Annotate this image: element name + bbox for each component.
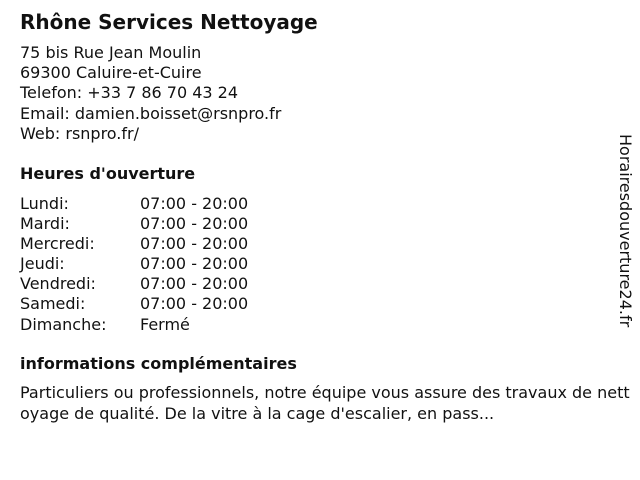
business-name: Rhône Services Nettoyage bbox=[20, 10, 318, 34]
hours-row-tuesday bbox=[20, 214, 248, 234]
day-label: Lundi: bbox=[20, 194, 69, 213]
hours-row-thursday bbox=[20, 254, 248, 274]
additional-info-text: Particuliers ou professionnels, notre équipe vous assure des travaux de nettoyage de qualité. De la vitre à la cage d'escalier, en pass... bbox=[20, 383, 630, 423]
day-label: Jeudi: bbox=[20, 254, 65, 274]
hours-row-sunday bbox=[20, 315, 248, 335]
day-label: Mardi: bbox=[20, 214, 70, 234]
website: Web: rsnpro.fr/ bbox=[20, 123, 139, 143]
day-hours: 07:00 - 20:00 bbox=[140, 194, 249, 213]
contact-block bbox=[20, 43, 281, 144]
day-hours: 07:00 - 20:00 bbox=[140, 234, 249, 254]
phone-number: Telefon: +33 7 86 70 43 24 bbox=[20, 83, 239, 103]
hours-row-saturday bbox=[20, 294, 248, 314]
day-hours: Fermé bbox=[140, 314, 190, 334]
opening-hours-table bbox=[20, 194, 248, 335]
watermark-site-name: Horairesdouverture24.fr bbox=[616, 134, 635, 328]
hours-row-friday bbox=[20, 274, 248, 294]
day-label: Samedi: bbox=[20, 294, 86, 314]
day-hours: 07:00 - 20:00 bbox=[140, 214, 249, 234]
day-label: Mercredi: bbox=[20, 234, 95, 254]
day-hours: 07:00 - 20:00 bbox=[140, 254, 249, 274]
email-address: Email: damien.boisset@rsnpro.fr bbox=[20, 103, 282, 123]
day-hours: 07:00 - 20:00 bbox=[140, 274, 249, 294]
day-label: Vendredi: bbox=[20, 274, 96, 294]
address-city: 69300 Caluire-et-Cuire bbox=[20, 63, 202, 83]
address-street: 75 bis Rue Jean Moulin bbox=[20, 43, 202, 62]
additional-info-heading: informations complémentaires bbox=[20, 354, 297, 373]
hours-row-monday bbox=[20, 194, 248, 214]
opening-hours-heading: Heures d'ouverture bbox=[20, 164, 196, 183]
day-hours: 07:00 - 20:00 bbox=[140, 294, 249, 314]
hours-row-wednesday bbox=[20, 234, 248, 254]
day-label: Dimanche: bbox=[20, 314, 107, 334]
